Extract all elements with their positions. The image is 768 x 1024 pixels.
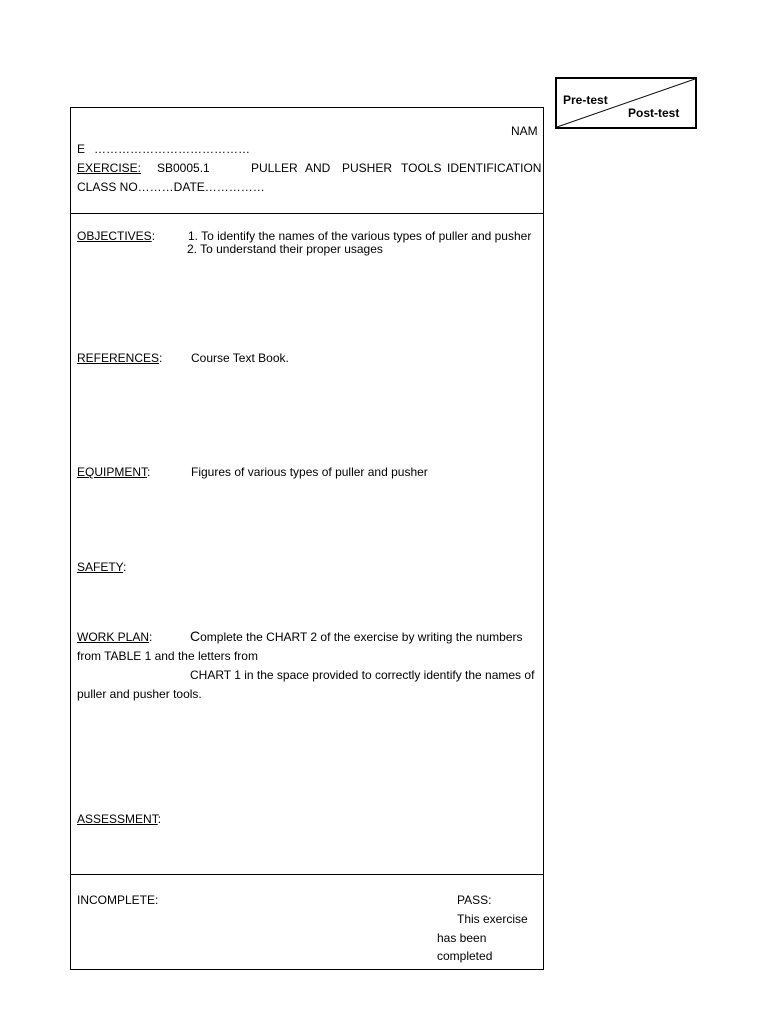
incomplete-label: INCOMPLETE: (77, 893, 159, 907)
exercise-title-word: AND (305, 161, 331, 175)
name-label-part2: E (77, 142, 86, 156)
class-date-line: CLASS NO………DATE…………… (77, 180, 265, 194)
exercise-title-word: PULLER (251, 161, 298, 175)
completion-note-line-1: This exercise (457, 912, 528, 926)
pretest-posttest-box (555, 77, 697, 129)
objectives-colon: : (151, 229, 156, 243)
references-value: Course Text Book. (191, 351, 289, 365)
work-plan-line-3: CHART 1 in the space provided to correctly identify the names of (190, 668, 535, 682)
objectives-label: OBJECTIVES (77, 229, 152, 243)
objectives-heading (77, 229, 155, 243)
work-plan-first-letter: C (190, 628, 201, 644)
name-label-part1: NAM (511, 124, 538, 138)
exercise-label: EXERCISE: (77, 161, 142, 175)
safety-label: SAFETY (77, 560, 124, 574)
references-label: REFERENCES (77, 351, 160, 365)
work-plan-heading (77, 630, 152, 644)
exercise-code: SB0005.1 (157, 161, 210, 175)
equipment-colon: : (147, 465, 151, 479)
assessment-label: ASSESSMENT (77, 812, 158, 826)
exercise-title-word: TOOLS (401, 161, 442, 175)
work-plan-line-2: from TABLE 1 and the letters from (77, 649, 258, 663)
assessment-heading (77, 812, 161, 826)
work-plan-line-1 (190, 628, 523, 644)
header-divider (70, 213, 544, 214)
pretest-label: Pre-test (563, 93, 608, 107)
equipment-label: EQUIPMENT (77, 465, 148, 479)
work-plan-line-1-rest: omplete the CHART 2 of the exercise by writing the numbers (200, 630, 523, 644)
exercise-title-word: PUSHER (342, 161, 393, 175)
equipment-value: Figures of various types of puller and pusher (191, 465, 428, 479)
pass-label: PASS: (457, 893, 492, 907)
references-heading (77, 351, 162, 365)
work-plan-line-4: puller and pusher tools. (77, 687, 202, 701)
posttest-label: Post-test (628, 106, 680, 120)
objective-item-2: 2. To understand their proper usages (187, 242, 383, 256)
equipment-heading (77, 465, 150, 479)
completion-note-line-3: completed (437, 949, 493, 963)
assessment-colon: : (157, 812, 162, 826)
completion-note-line-2: has been (437, 931, 487, 945)
safety-colon: : (123, 560, 127, 574)
footer-divider (70, 874, 544, 875)
objective-item-1: 1. To identify the names of the various types of puller and pusher (188, 229, 532, 243)
exercise-title-word: IDENTIFICATION (447, 161, 542, 175)
name-dots: ………………………………… (94, 142, 250, 156)
references-colon: : (159, 351, 163, 365)
work-plan-colon: : (149, 630, 153, 644)
work-plan-label: WORK PLAN (77, 630, 150, 644)
safety-heading (77, 560, 126, 574)
